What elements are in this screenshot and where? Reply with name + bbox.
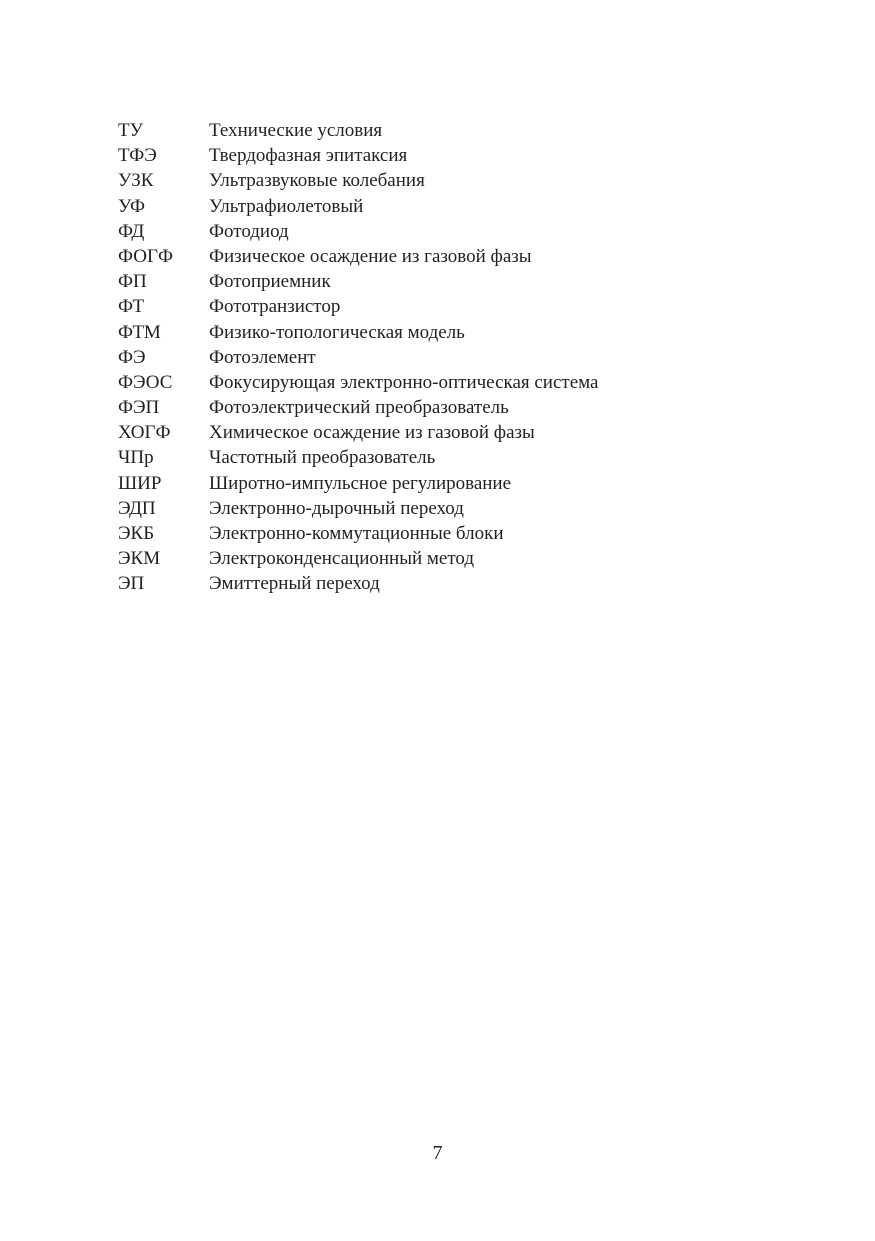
abbreviation-description: Технические условия: [209, 120, 383, 141]
abbreviation-row: [118, 118, 598, 143]
abbreviation-description: Ультрафиолетовый: [209, 195, 364, 217]
abbreviation-description: Широтно-импульсное регулирование: [209, 472, 512, 494]
abbreviation-description: Твердофазная эпитаксия: [209, 145, 408, 167]
abbreviation-code: УЗК: [118, 170, 154, 192]
abbreviation-code: ТФЭ: [118, 145, 157, 167]
abbreviation-code: ФП: [118, 271, 147, 293]
abbreviation-description: Электронно-дырочный переход: [209, 497, 464, 519]
abbreviation-description: Фотоприемник: [209, 271, 331, 293]
abbreviation-row: [118, 445, 598, 470]
abbreviation-code: ФОГФ: [118, 245, 173, 267]
abbreviation-row: [118, 168, 598, 193]
abbreviation-description: Фотодиод: [209, 220, 289, 242]
abbreviation-code: ФД: [118, 220, 145, 242]
abbreviation-row: [118, 395, 598, 420]
abbreviation-row: [118, 244, 598, 269]
abbreviation-code: ФЭОС: [118, 371, 173, 393]
abbreviation-row: [118, 320, 598, 345]
abbreviation-description: Физико-топологическая модель: [209, 321, 465, 343]
abbreviation-code: ЭКБ: [118, 523, 155, 544]
abbreviation-code: ФТМ: [118, 321, 161, 343]
abbreviation-row: [118, 219, 598, 244]
abbreviation-description: Частотный преобразователь: [209, 447, 436, 469]
abbreviation-row: [118, 546, 598, 571]
page-number: 7: [432, 1142, 443, 1164]
abbreviation-description: Фототранзистор: [209, 296, 341, 318]
abbreviation-description: Фотоэлектрический преобразователь: [209, 397, 509, 419]
abbreviation-code: ШИР: [118, 472, 162, 494]
abbreviation-code: ЭДП: [118, 497, 156, 519]
abbreviation-description: Фотоэлемент: [209, 346, 316, 368]
abbreviation-row: [118, 345, 598, 370]
abbreviation-row: [118, 269, 598, 294]
abbreviation-code: ЭП: [118, 573, 145, 595]
abbreviation-row: [118, 471, 598, 496]
abbreviation-description: Эмиттерный переход: [209, 573, 380, 595]
abbreviation-row: [118, 571, 598, 596]
abbreviation-code: ФЭ: [118, 346, 146, 368]
abbreviation-description: Электронно-коммутационные блоки: [209, 523, 504, 544]
abbreviation-code: ХОГФ: [118, 422, 171, 444]
abbreviation-description: Электроконденсационный метод: [209, 548, 475, 570]
abbreviation-row: [118, 143, 598, 168]
abbreviation-row: [118, 194, 598, 219]
abbreviation-description: Фокусирующая электронно-оптическая система: [209, 371, 599, 393]
abbreviation-code: ЭКМ: [118, 548, 161, 570]
abbreviation-code: УФ: [118, 195, 146, 217]
abbreviation-code: ФТ: [118, 296, 145, 318]
abbreviation-row: [118, 496, 598, 521]
abbreviation-row: [118, 420, 598, 445]
abbreviation-description: Физическое осаждение из газовой фазы: [209, 245, 532, 267]
abbreviation-code: ФЭП: [118, 397, 160, 419]
abbreviation-code: ЧПр: [118, 447, 154, 469]
abbreviation-row: [118, 370, 598, 395]
abbreviation-description: Ультразвуковые колебания: [209, 170, 425, 192]
abbreviation-code: ТУ: [118, 120, 144, 141]
abbreviation-row: [118, 521, 598, 546]
abbreviation-row: [118, 294, 598, 319]
abbreviation-list: [118, 118, 598, 597]
abbreviation-description: Химическое осаждение из газовой фазы: [209, 422, 535, 444]
